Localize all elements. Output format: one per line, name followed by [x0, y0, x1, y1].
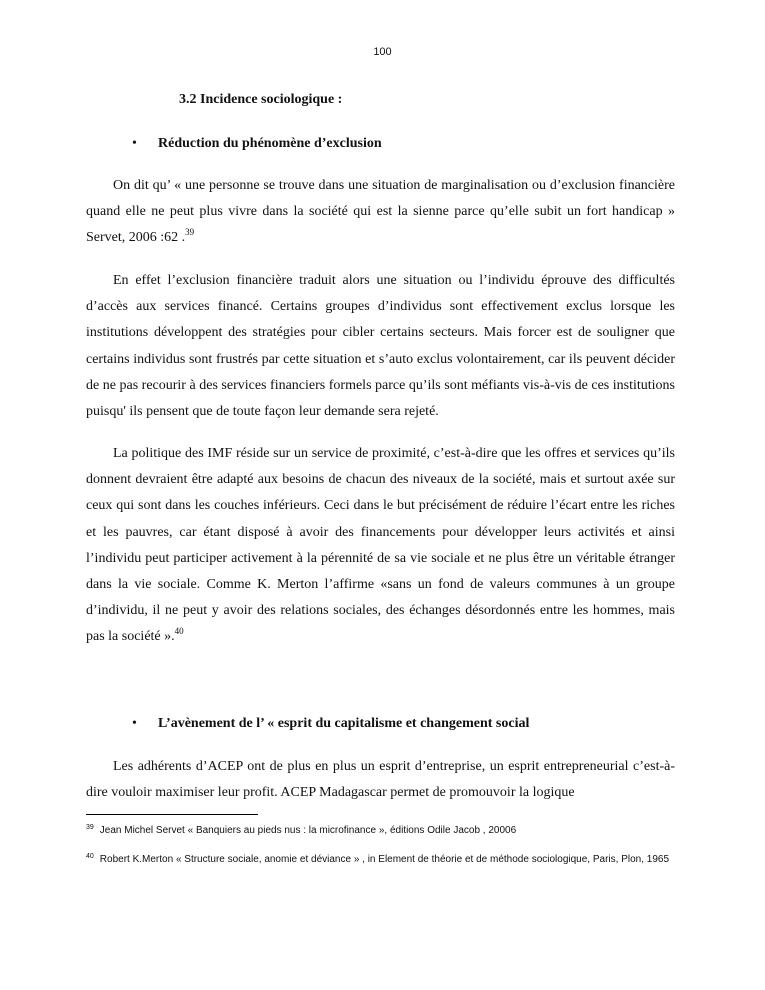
paragraph-exclusion-definition	[86, 173, 675, 252]
heading-text: Réduction du phénomène d’exclusion	[158, 136, 382, 151]
footnote-39	[86, 823, 686, 839]
heading-esprit-capitalisme	[132, 715, 529, 733]
section-title: 3.2 Incidence sociologique :	[179, 92, 343, 107]
footnote-ref-39[interactable]: 39	[185, 227, 195, 238]
footnote-number: 39	[86, 824, 94, 831]
page-number: 100	[373, 46, 392, 58]
heading-reduction-exclusion	[132, 135, 382, 153]
paragraph-text: On dit qu’ « une personne se trouve dans une situation de marginalisation ou d’exclusion financière quand elle ne peut plus vivre dans la société qui est la sienne parce qu’elle subit un fort handicap » Servet, 2006 :62 .	[86, 178, 675, 246]
footnote-number: 40	[86, 853, 94, 860]
paragraph-financial-exclusion	[86, 268, 675, 425]
paragraph-imf-policy	[86, 441, 675, 651]
heading-text: L’avènement de l’ « esprit du capitalisme et changement social	[158, 716, 530, 731]
footnote-text: Jean Michel Servet « Banquiers au pieds nus : la microfinance », éditions Odile Jacob , 20006	[99, 825, 517, 836]
footnote-text: Robert K.Merton « Structure sociale, anomie et déviance » , in Element de théorie et de méthode sociologique, Paris, Plon, 1965	[99, 854, 670, 865]
bullet-icon: •	[132, 136, 137, 151]
footnote-40	[86, 852, 686, 868]
bullet-icon: •	[132, 716, 137, 731]
paragraph-text: Les adhérents d’ACEP ont de plus en plus un esprit d’entreprise, un esprit entrepreneurial c’est-à-dire vouloir maximiser leur profit. ACEP Madagascar permet de promouvoir la logique	[86, 759, 675, 801]
footnote-ref-40[interactable]: 40	[174, 626, 184, 637]
paragraph-text: La politique des IMF réside sur un service de proximité, c’est-à-dire que les offres et services qu’ils donnent devraient être adapté aux besoins de chacun des niveaux de la société, mais et surtout axée sur ceux qui sont dans les couches inférieurs. Ceci dans le but précisément de réduire l’écart entre les riches et les pauvres, car étant disposé à avoir des financements pour développer leurs activités et ainsi l’individu peut participer activement à la pérennité de sa vie sociale et ne plus être un véritable étranger dans la vie sociale. Comme K. Merton l’affirme «sans un fond de valeurs communes à un groupe d’individu, il ne peut y avoir des relations sociales, des échanges désordonnés entre les hommes, mais pas la société ».	[86, 446, 675, 645]
paragraph-acep-members	[86, 754, 675, 806]
paragraph-text: En effet l’exclusion financière traduit alors une situation ou l’individu éprouve des difficultés d’accès aux services financé. Certains groupes d’individus sont effectivement exclus lorsque les institutions développent des stratégies pour cibler certains secteurs. Mais forcer est de souligner que certains individus sont frustrés par cette situation et s’auto exclus volontairement, car ils peuvent décider de ne pas recourir à des services financiers formels parce qu’ils sont méfiants vis-à-vis de ces institutions puisqu' ils pensent que de toute façon leur demande sera rejeté.	[86, 273, 675, 420]
footnote-separator	[86, 814, 258, 815]
